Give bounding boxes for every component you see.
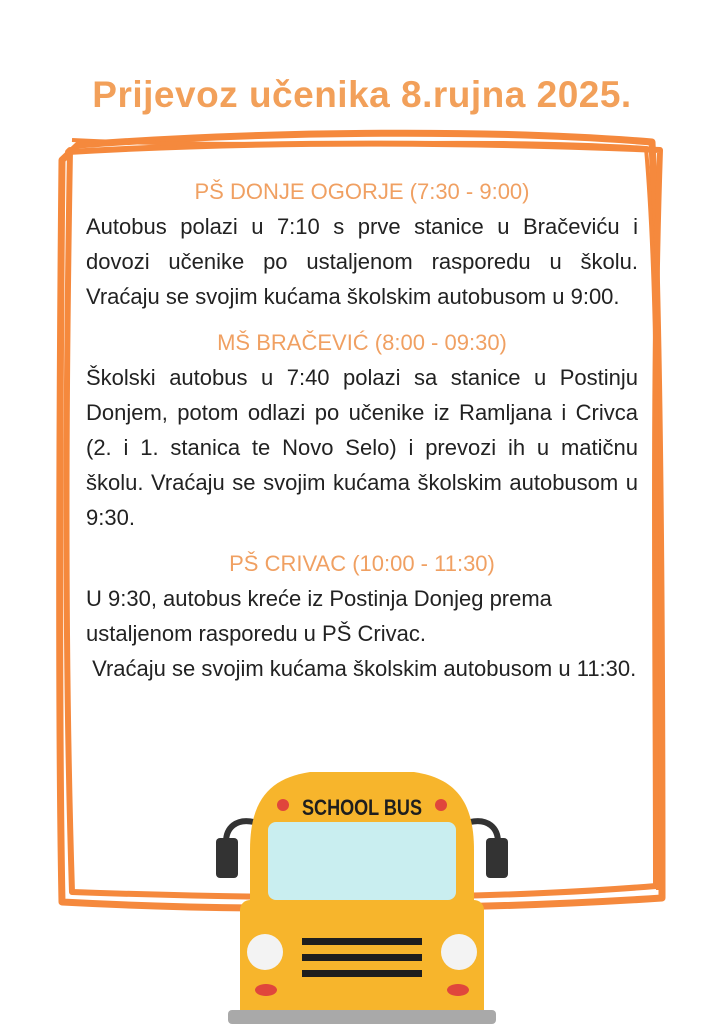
right-indicator-icon	[447, 984, 469, 996]
left-indicator-icon	[255, 984, 277, 996]
section-heading-donje-ogorje: PŠ DONJE OGORJE (7:30 - 9:00)	[194, 179, 530, 204]
bus-sign: SCHOOL BUS	[302, 795, 422, 820]
section-heading-crivac: PŠ CRIVAC (10:00 - 11:30)	[229, 551, 495, 576]
section-body-donje-ogorje: Autobus polazi u 7:10 s prve stanice u Bračeviću i dovozi učenike po ustaljenom rasporedu u školu. Vraćaju se svojim kućama školskim autobusom u 9:00.	[86, 214, 638, 309]
section-body-bracevic: Školski autobus u 7:40 polazi sa stanice u Postinju Donjem, potom odlazi po učenike iz Ramljana i Crivca (2. i 1. stanica te Novo Selo) i prevozi ih u matičnu školu. Vraćaju se svojim kućama školskim autobusom u 9:30.	[86, 365, 638, 530]
section-body-crivac-line1: U 9:30, autobus kreće iz Postinja Donjeg prema ustaljenom rasporedu u PŠ Crivac.	[86, 586, 552, 646]
left-headlight-icon	[247, 934, 283, 970]
grille-bar-2	[302, 954, 422, 961]
right-mirror-icon	[486, 838, 508, 878]
right-headlight-icon	[441, 934, 477, 970]
grille-bar-1	[302, 938, 422, 945]
sign-light-left-icon	[277, 799, 289, 811]
sign-light-right-icon	[435, 799, 447, 811]
section-body-crivac-line2: Vraćaju se svojim kućama školskim autobusom u 11:30.	[86, 656, 637, 681]
section-heading-bracevic: MŠ BRAČEVIĆ (8:00 - 09:30)	[217, 330, 507, 355]
left-mirror-icon	[216, 838, 238, 878]
page-title: Prijevoz učenika 8.rujna 2025.	[92, 74, 632, 115]
grille-bar-3	[302, 970, 422, 977]
bus-bumper	[228, 1010, 496, 1024]
bus-windshield	[268, 822, 456, 900]
